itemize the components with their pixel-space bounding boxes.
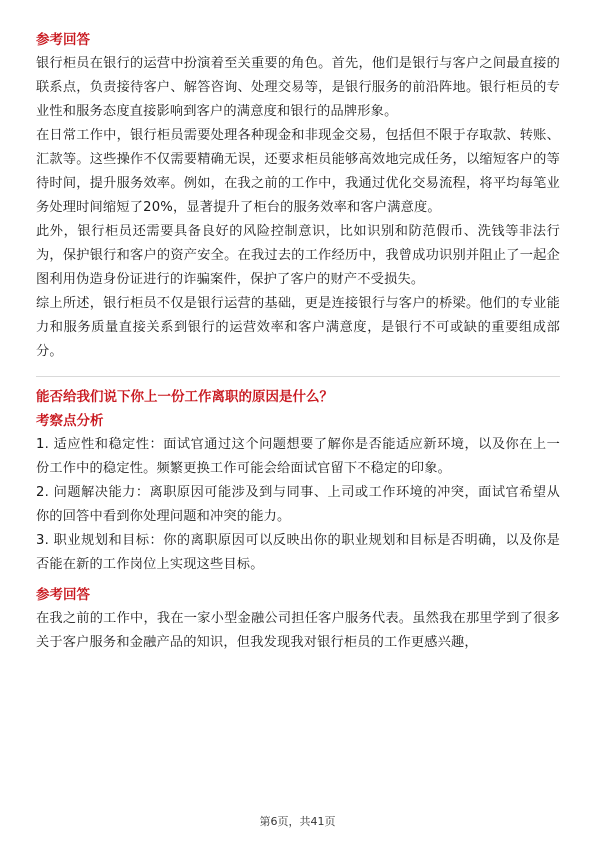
answer-paragraph: 银行柜员在银行的运营中扮演着至关重要的角色。首先，他们是银行与客户之间最直接的联系点，负责接待客户、解答咨询、处理交易等，是银行服务的前沿阵地。银行柜员的专业性和服务态度直接影响到客户的满意度和银行的品牌形象。 bbox=[36, 56, 560, 119]
answer-paragraph: 在我之前的工作中，我在一家小型金融公司担任客户服务代表。虽然我在那里学到了很多关于客户服务和金融产品的知识，但我发现我对银行柜员的工作更感兴趣， bbox=[36, 611, 560, 650]
answer-heading: 参考回答 bbox=[36, 32, 90, 48]
answer-paragraph: 综上所述，银行柜员不仅是银行运营的基础，更是连接银行与客户的桥梁。他们的专业能力和服务质量直接关系到银行的运营效率和客户满意度，是银行不可或缺的重要组成部分。 bbox=[36, 296, 560, 359]
analysis-item: 1. 适应性和稳定性：面试官通过这个问题想要了解你是否能适应新环境，以及你在上一份工作中的稳定性。频繁更换工作可能会给面试官留下不稳定的印象。 bbox=[36, 437, 560, 476]
section-answer-1 bbox=[36, 30, 560, 364]
page-number: 第6页，共41页 bbox=[259, 815, 336, 828]
answer-paragraph: 在日常工作中，银行柜员需要处理各种现金和非现金交易，包括但不限于存取款、转账、汇款等。这些操作不仅需要精确无误，还要求柜员能够高效地完成任务，以缩短客户的等待时间，提升服务效率。例如，在我之前的工作中，我通过优化交易流程，将平均每笔业务处理时间缩短了20%，显著提升了柜台的服务效率和客户满意度。 bbox=[36, 128, 560, 215]
section-divider bbox=[36, 376, 560, 377]
analysis-item: 3. 职业规划和目标：你的离职原因可以反映出你的职业规划和目标是否明确，以及你是否能在新的工作岗位上实现这些目标。 bbox=[36, 533, 560, 572]
answer-heading: 参考回答 bbox=[36, 587, 90, 603]
analysis-heading: 考察点分析 bbox=[36, 413, 104, 429]
answer-paragraph: 此外，银行柜员还需要具备良好的风险控制意识，比如识别和防范假币、洗钱等非法行为，保护银行和客户的资产安全。在我过去的工作经历中，我曾成功识别并阻止了一起企图利用伪造身份证进行的诈骗案件，保护了客户的财产不受损失。 bbox=[36, 224, 560, 287]
section-question-2 bbox=[36, 387, 560, 655]
analysis-item: 2. 问题解决能力：离职原因可能涉及到与同事、上司或工作环境的冲突，面试官希望从你的回答中看到你处理问题和冲突的能力。 bbox=[36, 485, 560, 524]
question-title: 能否给我们说下你上一份工作离职的原因是什么？ bbox=[36, 389, 333, 405]
document-page bbox=[36, 30, 560, 655]
